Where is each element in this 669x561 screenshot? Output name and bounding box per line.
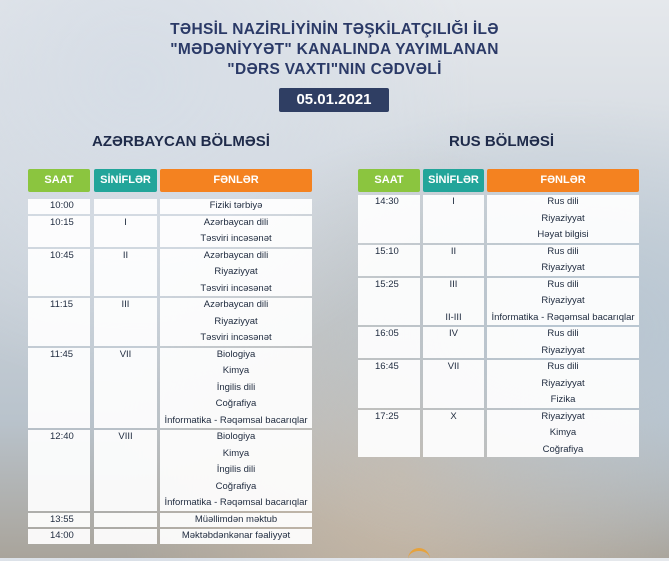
time-cell [375, 227, 420, 243]
time-cell: 16:05 [375, 328, 399, 339]
header-line-1: TƏHSİL NAZİRLİYİNİN TƏŞKİLATÇILIĞI İLƏ [170, 21, 499, 38]
class-cell [94, 462, 157, 478]
class-cell [94, 479, 157, 495]
table-row [0, 227, 669, 243]
subject-cell: Təsviri incəsənət [200, 332, 272, 343]
time-cell [375, 376, 420, 392]
table-row [0, 194, 669, 210]
time-cell [375, 260, 420, 276]
table-row [0, 512, 669, 528]
subject-cell: Riyaziyyat [541, 377, 585, 389]
time-cell [375, 310, 420, 326]
time-cell: 14:00 [50, 530, 74, 541]
class-cell: VII [119, 348, 132, 360]
subject-cell: Rus dili [547, 278, 579, 290]
header-line-2: "MƏDƏNİYYƏT" KANALINDA YAYIMLANAN [170, 41, 499, 58]
subject-cell: Təsviri incəsənət [200, 282, 272, 294]
subject-cell: İngilis dili [216, 381, 256, 393]
table-row [0, 495, 669, 511]
class-cell [94, 512, 157, 528]
subject-cell: Biologiya [216, 431, 256, 442]
subject-cell: Müəllimdən məktub [194, 513, 278, 525]
class-cell [423, 293, 484, 309]
class-cell [423, 343, 484, 359]
class-cell [423, 211, 484, 227]
logo-icon [408, 548, 430, 561]
subject-cell: Fizika [550, 394, 576, 405]
time-cell: 10:00 [50, 200, 74, 211]
table-row [0, 409, 669, 425]
table-row [0, 359, 669, 375]
class-cell: III [121, 299, 130, 310]
table-row [0, 343, 669, 359]
class-cell: VII [447, 361, 460, 372]
table-row [0, 442, 669, 458]
time-cell [50, 479, 90, 495]
class-cell: II [122, 249, 129, 261]
table-row [0, 528, 669, 544]
subject-cell: Rus dili [547, 361, 579, 372]
table-row [0, 293, 669, 309]
table-row [0, 462, 669, 478]
class-cell: II-III [445, 311, 462, 323]
subject-cell: İnformatika - Rəqəmsal bacarıqlar [164, 414, 308, 426]
time-cell [375, 211, 420, 227]
time-cell: 13:55 [50, 513, 74, 525]
time-cell [50, 495, 90, 511]
subject-cell: İnformatika - Rəqəmsal bacarıqlar [164, 497, 308, 508]
subject-cell: Azərbaycan dili [203, 249, 269, 261]
subject-cell: Kimya [222, 365, 250, 376]
class-cell [423, 260, 484, 276]
subject-cell: Təsviri incəsənət [200, 233, 272, 244]
subject-cell: Kimya [222, 447, 250, 459]
time-cell [375, 392, 420, 408]
subject-cell: Azərbaycan dili [203, 299, 269, 310]
subject-cell: Riyaziyyat [541, 410, 585, 422]
time-cell: 17:25 [375, 410, 399, 422]
table-row [0, 392, 669, 408]
time-cell: 12:40 [50, 431, 74, 442]
table-row [0, 244, 669, 260]
subject-cell: Coğrafiya [215, 480, 257, 492]
subject-cell: Riyaziyyat [541, 212, 585, 224]
class-cell: III [449, 278, 458, 290]
class-cell: IV [449, 328, 458, 339]
time-cell: 11:45 [50, 348, 74, 360]
subject-cell: Riyaziyyat [541, 295, 585, 306]
class-cell: I [452, 196, 455, 207]
left-header-class: SİNİFLƏR [94, 169, 157, 192]
subject-cell: Riyaziyyat [214, 315, 258, 327]
date-badge: 05.01.2021 [279, 88, 389, 112]
time-cell: 16:45 [375, 361, 399, 372]
time-cell [375, 343, 420, 359]
left-header-time: SAAT [28, 169, 90, 192]
time-cell: 10:15 [50, 216, 74, 228]
class-cell [423, 392, 484, 408]
subject-cell: Fiziki tərbiyə [209, 200, 263, 211]
subject-cell: Rus dili [547, 196, 579, 207]
subject-cell: Biologiya [216, 348, 256, 360]
subject-cell: İnformatika - Rəqəmsal bacarıqlar [491, 311, 635, 323]
time-cell: 15:25 [375, 278, 399, 290]
time-cell [375, 425, 420, 441]
subject-cell: Həyat bilgisi [537, 229, 589, 240]
time-cell: 10:45 [50, 249, 74, 261]
class-cell [423, 227, 484, 243]
left-section-title: AZƏRBAYCAN BÖLMƏSİ [92, 133, 270, 150]
right-header-time: SAAT [358, 169, 420, 192]
class-cell [423, 376, 484, 392]
subject-cell: Riyaziyyat [541, 262, 585, 273]
table-row [0, 425, 669, 441]
subject-cell: Rus dili [547, 245, 579, 257]
right-section-title: RUS BÖLMƏSİ [449, 133, 555, 150]
class-cell: II [450, 245, 457, 257]
class-cell [94, 528, 157, 544]
table-row [0, 376, 669, 392]
class-cell: VIII [118, 431, 133, 442]
time-cell: 15:10 [375, 245, 399, 257]
class-cell [423, 425, 484, 441]
table-row [0, 479, 669, 495]
table-row [0, 260, 669, 276]
class-cell: I [124, 216, 127, 228]
subject-cell: İngilis dili [216, 464, 256, 475]
right-header-subject: FƏNLƏR [487, 169, 639, 192]
table-row [0, 211, 669, 227]
left-header-subject: FƏNLƏR [160, 169, 312, 192]
subject-cell: Azərbaycan dili [203, 216, 269, 228]
subject-cell: Rus dili [547, 328, 579, 339]
time-cell [50, 462, 90, 478]
header-line-3: "DƏRS VAXTI"NIN CƏDVƏLİ [227, 61, 442, 78]
subject-cell: Riyaziyyat [214, 266, 258, 277]
time-cell [375, 442, 420, 458]
subject-cell: Coğrafiya [542, 443, 584, 455]
class-cell [423, 442, 484, 458]
time-cell: 11:15 [50, 299, 74, 310]
subject-cell: Riyaziyyat [541, 344, 585, 356]
time-cell [375, 293, 420, 309]
table-row [0, 326, 669, 342]
table-row [0, 277, 669, 293]
class-cell [94, 495, 157, 511]
subject-cell: Kimya [549, 427, 577, 438]
right-header-class: SİNİFLƏR [423, 169, 484, 192]
time-cell: 14:30 [375, 196, 399, 207]
subject-cell: Məktəbdənkənar fəaliyyət [181, 530, 291, 541]
subject-cell: Coğrafiya [215, 398, 257, 409]
table-row [0, 310, 669, 326]
class-cell: X [450, 410, 457, 422]
